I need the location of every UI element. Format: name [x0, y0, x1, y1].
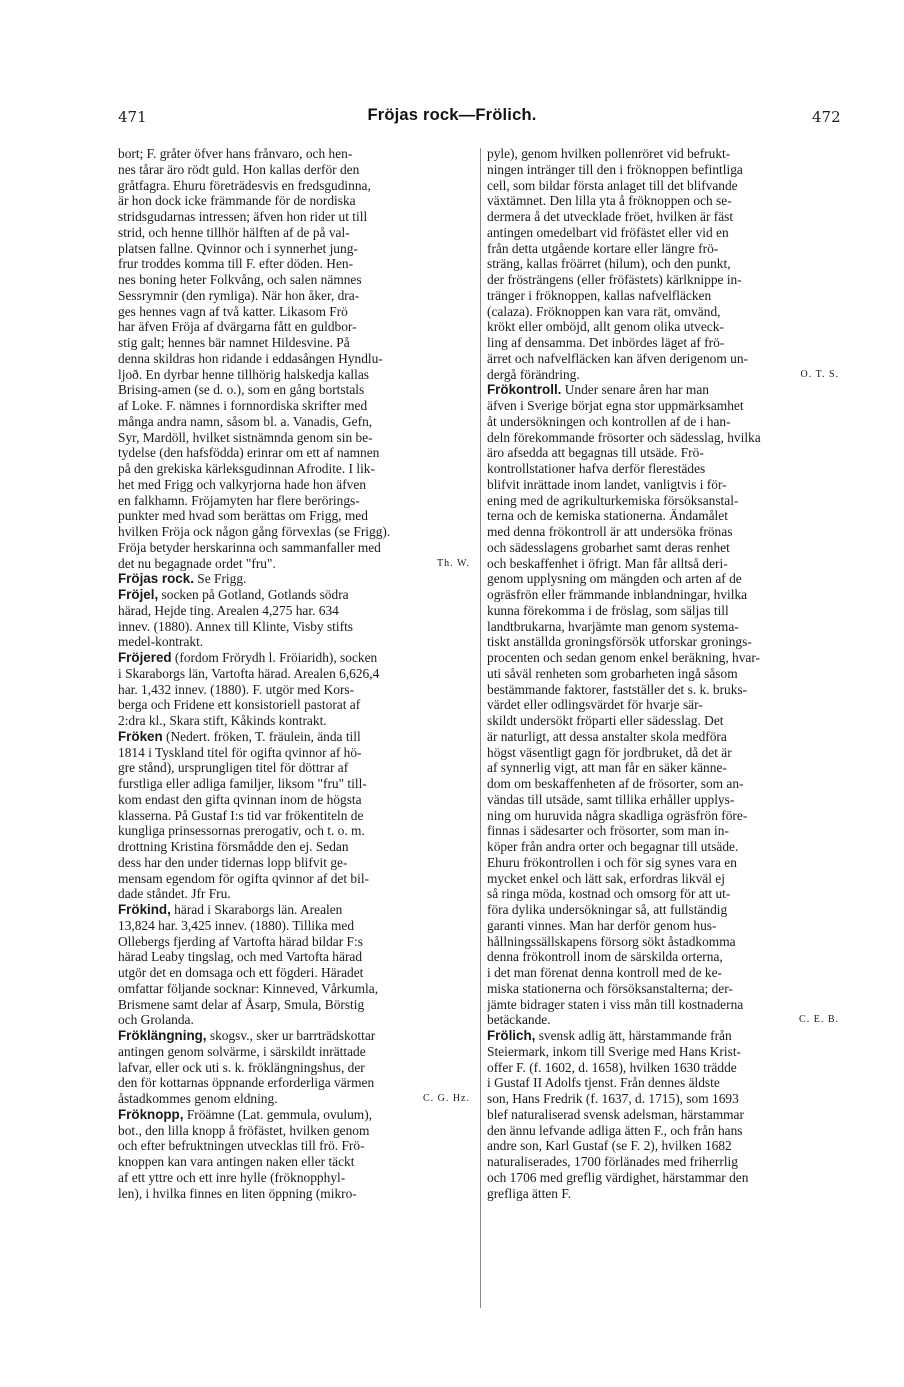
line-text: drottning Kristina försmådde den ej. Sedan [118, 839, 349, 854]
text-line [118, 351, 470, 367]
text-line [118, 650, 470, 666]
text-line [487, 1028, 839, 1044]
text-line [487, 367, 839, 383]
line-text: åstadkommes genom eldning. [118, 1091, 278, 1106]
line-text: det nu begagnade ordet "fru". [118, 555, 276, 571]
line-text: ningen intränger till den i fröknoppen befintliga [487, 161, 743, 177]
line-text: stig galt; hennes bär namnet Hildesvine. På [118, 335, 350, 350]
text-line [487, 304, 839, 320]
author-signature: O. T. S. [800, 368, 839, 380]
text-line [487, 997, 839, 1013]
text-line [118, 886, 470, 902]
line-text: omfattar följande socknar: Kinneved, Vårkumla, [118, 980, 379, 996]
line-text: högst väsentligt gagn för jordbruket, då det är [487, 744, 732, 760]
text-line [487, 886, 839, 902]
line-text: Brising-amen (se d. o.), som en gång bortstals [118, 382, 365, 398]
line-text: antingen genom solvärme, i särskildt inrättade [118, 1043, 366, 1059]
text-line [487, 949, 839, 965]
text-line [487, 871, 839, 887]
line-text: betäckande. [487, 1012, 551, 1028]
text-line [487, 745, 839, 761]
line-text: berga och Fridene ett konsistoriell pastorat af [118, 697, 361, 713]
line-text: offer F. (f. 1602, d. 1658), hvilken 1630 trädde [487, 1059, 737, 1075]
line-text: 13,824 har. 3,425 innev. (1880). Tillika med [118, 917, 355, 933]
line-text: kom endast den gifta qvinnan inom de högsta [118, 791, 362, 807]
line-text: len), i hvilka finnes en liten öppning (mikro- [118, 1185, 357, 1201]
text-line [118, 981, 470, 997]
line-text: 2:dra kl., Skara stift, Kåkinds kontrakt. [118, 713, 327, 728]
text-line [118, 445, 470, 461]
text-line [118, 934, 470, 950]
text-line [118, 367, 470, 383]
line-text: kontrollstationer hafva derför flerestädes [487, 461, 706, 476]
text-line [118, 1154, 470, 1170]
line-text: ogräsfrön eller främmande inblandningar, hvilka [487, 587, 748, 602]
text-line [487, 272, 839, 288]
line-text: Under senare åren har man [561, 382, 709, 398]
page-number-left: 471 [118, 108, 147, 126]
text-line [487, 1123, 839, 1139]
text-line [487, 445, 839, 461]
text-line [118, 682, 470, 698]
text-line [118, 461, 470, 477]
line-text: skogsv., sker ur barrträdskottar [206, 1028, 376, 1043]
line-text: af Loke. F. nämnes i fornnordiska skrifter med [118, 398, 368, 413]
text-line [487, 256, 839, 272]
text-line [118, 619, 470, 635]
text-line [487, 193, 839, 209]
text-line [487, 382, 839, 398]
line-text: naturaliserades, 1700 förlänades med friherrlig [487, 1154, 738, 1169]
text-line [487, 209, 839, 225]
line-text: bort; F. gråter öfver hans frånvaro, och hen- [118, 146, 353, 161]
text-line [118, 225, 470, 241]
line-text: bestämmande faktorer, fastställer det s. k. bruks- [487, 681, 748, 697]
line-text: många andra namn, såsom bl. a. Vanadis, Gefn, [118, 413, 373, 429]
text-line [487, 398, 839, 414]
text-line [118, 729, 470, 745]
text-line [118, 556, 470, 572]
line-text: den ännu lefvande adliga ätten F., och från hans [487, 1122, 743, 1138]
line-text: dermera å det utvecklade fröet, hvilken är fäst [487, 209, 734, 224]
text-line [487, 1075, 839, 1091]
line-text: härad i Skaraborgs län. Arealen [170, 902, 343, 917]
headword: Fröjel, [118, 587, 159, 602]
line-text: deln förekommande frösorter och sädesslag, hvilka [487, 429, 761, 445]
line-text: sträng, kallas fröärret (hilum), och den punkt, [487, 256, 731, 272]
line-text: grefliga ätten F. [487, 1185, 572, 1201]
text-line [118, 304, 470, 320]
line-text: antingen omedelbart vid fröfästet eller vid en [487, 224, 729, 240]
text-line [487, 1170, 839, 1186]
line-text: värdet eller odlingsvärdet för hvarje sär- [487, 697, 703, 713]
line-text: föra dylika undersökningar så, att fullständig [487, 902, 728, 917]
text-line [487, 1186, 839, 1202]
line-text: tiskt anställda groningsförsök utforskar gronings- [487, 634, 752, 650]
text-line [118, 477, 470, 493]
line-text: mycket enkel och lätt sak, erfordras likväl ej [487, 870, 725, 886]
text-line [487, 162, 839, 178]
text-line [118, 1107, 470, 1123]
text-line [118, 823, 470, 839]
line-text: utgör det en domsaga och ett fögderi. Häradet [118, 965, 364, 980]
line-text: så ringa möda, kostnad och omsorg för att ut- [487, 886, 731, 902]
text-line [118, 414, 470, 430]
line-text: pyle), genom hvilken pollenröret vid befrukt- [487, 146, 731, 161]
line-text: gre stånd), ursprungligen titel för döttrar af [118, 760, 349, 776]
text-line [487, 241, 839, 257]
headword: Fröklängning, [118, 1028, 207, 1043]
line-text: är hon dock icke främmande för de nordiska [118, 193, 356, 209]
author-signature: C. E. B. [799, 1014, 839, 1026]
line-text: knoppen kan vara antingen naken eller täckt [118, 1154, 355, 1169]
text-line [487, 351, 839, 367]
text-line [118, 902, 470, 918]
text-line [118, 493, 470, 509]
line-text: landtbrukarna, hvarjämte man genom systema- [487, 618, 739, 634]
line-text: der frösträngens (eller fröfästets) kärlknippe in- [487, 272, 742, 287]
text-line [118, 382, 470, 398]
line-text: från detta utgående kortare eller längre frö- [487, 240, 719, 256]
line-text: med denna frökontroll är att undersöka frönas [487, 524, 733, 539]
line-text: i det man förenat denna kontroll med de ke- [487, 965, 722, 980]
line-text: och efter befruktningen utvecklas till frö. Frö- [118, 1138, 365, 1154]
line-text: ljoð. En dyrbar henne tillhörig halskedja kallas [118, 366, 370, 382]
text-line [118, 965, 470, 981]
text-line [118, 1091, 470, 1107]
line-text: finnas i sädesarter och frösorter, som man in- [487, 823, 729, 839]
text-line [118, 1123, 470, 1139]
text-line [487, 146, 839, 162]
text-line [487, 839, 839, 855]
line-text: lafvar, eller ock uti s. k. fröklängningshus, der [118, 1059, 365, 1075]
line-text: (Nedert. fröken, T. fräulein, ända till [162, 728, 361, 744]
line-text: dade ståndet. Jfr Fru. [118, 886, 231, 902]
line-text: Fröämne (Lat. gemmula, ovulum), [183, 1106, 373, 1122]
line-text: och sädesslagens grobarhet samt deras renhet [487, 539, 730, 555]
line-text: stridsgudarnas intressen; äfven hon rider ut till [118, 209, 368, 224]
text-line [118, 540, 470, 556]
line-text: punkter med hvad som berättas om Frigg, med [118, 508, 368, 524]
line-text: medel-kontrakt. [118, 634, 204, 650]
line-text: blef naturaliserad svensk adelsman, härstammar [487, 1106, 744, 1122]
text-line [487, 729, 839, 745]
line-text: jämte bidrager staten i viss mån till kostnaderna [487, 996, 744, 1012]
line-text: Fröja betyder herskarinna och sammanfaller med [118, 539, 381, 555]
line-text: dom om beskaffenheten af de frösorter, som an- [487, 776, 744, 791]
line-text: ning om huruvida några skadliga ogräsfrön före- [487, 807, 748, 823]
line-text: dess har den under tidernas lopp blifvit ge- [118, 854, 348, 870]
line-text: härad, Hejde ting. Arealen 4,275 har. 634 [118, 602, 339, 618]
line-text: terna och de kemiska stationerna. Ändamålet [487, 508, 728, 524]
text-line [118, 871, 470, 887]
text-line [487, 571, 839, 587]
line-text: gråtfagra. Ehuru företrädesvis en fredsgudinna, [118, 177, 371, 193]
text-line [487, 178, 839, 194]
text-line [487, 1091, 839, 1107]
left-column [118, 146, 470, 1201]
text-line [487, 225, 839, 241]
text-line [118, 792, 470, 808]
text-line [118, 745, 470, 761]
text-line [118, 1186, 470, 1202]
line-text: kungliga prinsessornas prerogativ, och t. o. m. [118, 823, 365, 839]
text-line [487, 430, 839, 446]
text-line [487, 288, 839, 304]
line-text: och 1706 med greflig värdighet, härstammar den [487, 1169, 749, 1185]
text-line [118, 587, 470, 603]
line-text: furstliga eller adliga familjer, liksom "fru" till- [118, 776, 367, 791]
line-text: hvilken Fröja ock någon gång förvexlas (se Frigg). [118, 524, 391, 539]
text-line [118, 1060, 470, 1076]
line-text: ärret och nafvelfläcken kan äfven derigenom un- [487, 350, 748, 366]
text-line [118, 1170, 470, 1186]
text-line [118, 162, 470, 178]
line-text: nes tårar äro rödt guld. Hon kallas derför den [118, 161, 360, 177]
text-line [487, 477, 839, 493]
headword: Fröken [118, 728, 163, 744]
text-line [118, 760, 470, 776]
text-line [487, 540, 839, 556]
headword: Frökind, [118, 902, 171, 917]
text-line [118, 524, 470, 540]
text-line [487, 634, 839, 650]
text-line [118, 634, 470, 650]
headword: Frökontroll. [487, 382, 562, 398]
line-text: Steiermark, inkom till Sverige med Hans Krist- [487, 1043, 742, 1059]
line-text: Se Frigg. [193, 571, 247, 587]
line-text: hållningssällskapens försorg sökt åstadkomma [487, 933, 736, 949]
headword: Fröjered [118, 650, 172, 665]
text-line [118, 508, 470, 524]
line-text: växtämnet. Den lilla yta å fröknoppen och se- [487, 193, 732, 209]
line-text: ges hennes vagn af två katter. Likasom Frö [118, 303, 348, 319]
text-line [487, 918, 839, 934]
text-line [118, 272, 470, 288]
text-line [118, 808, 470, 824]
line-text: cell, som bildar första anlaget till det blifvande [487, 177, 738, 193]
line-text: skildt undersökt fröparti eller sädesslag. Det [487, 713, 724, 728]
line-text: garanti vinnes. Man har derför genom hus- [487, 917, 717, 933]
line-text: dergå förändring. [487, 366, 580, 382]
line-text: åt undersökningen och kontrollen af de i han- [487, 413, 731, 429]
text-line [118, 241, 470, 257]
text-line [118, 697, 470, 713]
text-line [487, 587, 839, 603]
column-divider [480, 148, 481, 1308]
text-line [118, 603, 470, 619]
author-signature: C. G. Hz. [422, 1093, 470, 1104]
text-line [118, 997, 470, 1013]
text-line [487, 414, 839, 430]
text-line [118, 209, 470, 225]
headword: Fröknopp, [118, 1106, 184, 1122]
headword: Frölich, [487, 1028, 536, 1043]
text-line [118, 1075, 470, 1091]
line-text: och beskaffenhet i öfrigt. Man får alltså deri- [487, 555, 728, 571]
text-line [487, 682, 839, 698]
line-text: svensk adlig ätt, härstammande från [535, 1028, 732, 1043]
line-text: har äfven Fröja af dvärgarna fått en guldbor- [118, 319, 357, 335]
line-text: het med Frigg och valkyrjorna hade hon äfven [118, 476, 367, 492]
line-text: har. 1,432 innev. (1880). F. utgör med Kors- [118, 681, 355, 697]
line-text: tränger i fröknoppen, kallas nafvelfläcken [487, 287, 712, 303]
line-text: andre son, Karl Gustaf (se F. 2), hvilken 1682 [487, 1138, 732, 1154]
text-line [487, 776, 839, 792]
line-text: 1814 i Tyskland titel för ogifta qvinnor af hö- [118, 744, 362, 760]
line-text: i Gustaf II Adolfs tjenst. Från dennes äldste [487, 1075, 720, 1091]
line-text: är naturligt, att dessa anstalter skola medföra [487, 728, 727, 744]
line-text: krökt eller omböjd, allt genom olika utveck- [487, 319, 724, 335]
line-text: på den grekiska kärleksgudinnan Afrodite. I lik- [118, 461, 375, 476]
text-line [118, 146, 470, 162]
line-text: bot., den lilla knopp å fröfästet, hvilken genom [118, 1122, 370, 1138]
line-text: nes boning heter Folkvång, och salen nämnes [118, 272, 362, 287]
text-line [118, 1012, 470, 1028]
line-text: procenten och sedan genom enkel beräkning, hvar- [487, 650, 761, 665]
line-text: socken på Gotland, Gotlands södra [158, 587, 349, 602]
line-text: innev. (1880). Annex till Klinte, Visby stifts [118, 618, 354, 634]
text-line [487, 319, 839, 335]
author-signature: Th. W. [437, 557, 470, 569]
line-text: Ehuru frökontrollen i och för sig synes vara en [487, 854, 737, 870]
text-line [487, 666, 839, 682]
text-line [118, 571, 470, 587]
text-line [118, 713, 470, 729]
text-line [487, 965, 839, 981]
line-text: denna frökontroll inom de särskilda orterna, [487, 949, 723, 965]
text-line [118, 178, 470, 194]
text-line [118, 288, 470, 304]
text-line [487, 792, 839, 808]
line-text: ening med de agrikulturkemiska försöksanstal- [487, 492, 739, 508]
text-line [118, 855, 470, 871]
text-line [487, 650, 839, 666]
line-text: Sessrymnir (den rymliga). När hon åker, dra- [118, 287, 360, 303]
text-line [487, 1138, 839, 1154]
line-text: (calaza). Fröknoppen kan vara rät, omvänd, [487, 303, 721, 319]
text-line [487, 934, 839, 950]
text-line [118, 430, 470, 446]
text-line [118, 839, 470, 855]
line-text: och Grolanda. [118, 1012, 194, 1028]
text-line [118, 256, 470, 272]
text-line [487, 1107, 839, 1123]
text-line [487, 902, 839, 918]
text-line [118, 319, 470, 335]
line-text: klasserna. På Gustaf I:s tid var frökentiteln de [118, 807, 364, 823]
line-text: genom upplysning om mängden och arten af de [487, 571, 742, 587]
text-line [487, 619, 839, 635]
line-text: Ollebergs fjerding af Vartofta härad bildar F:s [118, 933, 363, 949]
text-line [487, 556, 839, 572]
line-text: frur troddes komma till F. efter döden. Hen- [118, 256, 354, 272]
line-text: i Skaraborgs län, Vartofta härad. Arealen 6,626,4 [118, 665, 380, 681]
line-text: af ett yttre och ett inre hylle (fröknopphyl- [118, 1169, 346, 1185]
line-text: Syr, Mardöll, hvilket sistnämnda genom sin be- [118, 429, 373, 445]
text-line [118, 1044, 470, 1060]
line-text: uti såväl renheten som grobarheten ingå såsom [487, 665, 738, 681]
text-line [487, 760, 839, 776]
line-text: af synnerlig vigt, att man får en säker känne- [487, 760, 727, 776]
text-line [487, 493, 839, 509]
right-column [487, 146, 839, 1201]
line-text: platsen fallne. Qvinnor och i synnerhet jung- [118, 240, 358, 256]
line-text: äro afsedda att begagnas till utsäde. Frö- [487, 445, 704, 461]
text-line [487, 1044, 839, 1060]
text-line [118, 335, 470, 351]
page-number-right: 472 [812, 108, 841, 126]
text-line [118, 666, 470, 682]
text-line [487, 981, 839, 997]
line-text: miska stationerna och försöksanstalterna; der- [487, 980, 733, 996]
text-line [487, 1154, 839, 1170]
text-line [487, 1012, 839, 1028]
text-line [487, 808, 839, 824]
line-text: son, Hans Fredrik (f. 1637, d. 1715), som 1693 [487, 1091, 739, 1106]
line-text: den för kottarnas öppnande erforderliga värmen [118, 1075, 375, 1091]
text-line [487, 713, 839, 729]
text-line [487, 823, 839, 839]
line-text: kunna förekomma i de fröslag, som säljas till [487, 602, 729, 618]
text-line [487, 855, 839, 871]
text-line [118, 193, 470, 209]
line-text: äfven i Sverige börjat egna stor uppmärksamhet [487, 398, 744, 413]
text-line [118, 949, 470, 965]
text-line [118, 1138, 470, 1154]
line-text: en falkhamn. Fröjamyten har flere berörings- [118, 492, 360, 508]
text-line [118, 918, 470, 934]
text-line [118, 1028, 470, 1044]
line-text: tydelse (den hafsfödda) erinrar om ett af namnen [118, 445, 380, 461]
text-line [487, 508, 839, 524]
line-text: blifvit inrättade inom landet, vanligtvis i för- [487, 476, 727, 492]
text-line [118, 776, 470, 792]
line-text: mensam egendom för ogifta qvinnor af det bil- [118, 870, 370, 886]
text-line [487, 697, 839, 713]
text-line [487, 603, 839, 619]
line-text: denna skildras hon ridande i eddasången Hyndlu- [118, 350, 383, 366]
line-text: strid, och henne tillhör hälften af de på val- [118, 224, 350, 240]
line-text: vändas till utsäde, samt tillika erhåller upplys- [487, 791, 735, 807]
line-text: köper från andra orter och begagnar till utsäde. [487, 839, 739, 854]
line-text: härad Leaby tingslag, och med Vartofta härad [118, 949, 363, 965]
text-line [487, 1060, 839, 1076]
running-title: Fröjas rock—Frölich. [367, 106, 537, 124]
text-line [487, 461, 839, 477]
line-text: ling af densamma. Det inbördes läget af frö- [487, 335, 725, 350]
line-text: Brismene samt delar af Åsarp, Smula, Börstig [118, 996, 365, 1012]
text-line [487, 524, 839, 540]
text-line [487, 335, 839, 351]
text-line [118, 398, 470, 414]
line-text: (fordom Frörydh l. Fröiaridh), socken [171, 650, 378, 665]
headword: Fröjas rock. [118, 571, 194, 587]
